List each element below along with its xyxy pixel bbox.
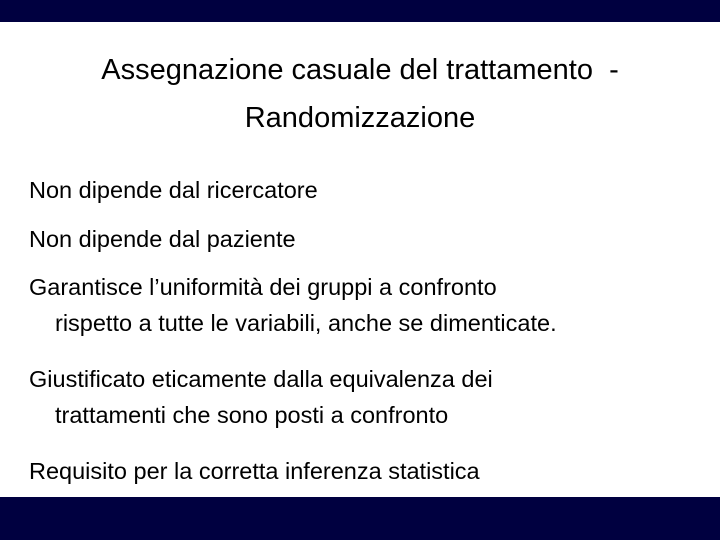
bullet-item	[29, 269, 557, 341]
top-band	[0, 0, 720, 22]
slide-title	[0, 46, 720, 142]
slide-title-line-1: Assegnazione casuale del trattamento -	[101, 54, 619, 86]
bullet-text: Giustificato eticamente dalla equivalenza dei	[29, 366, 493, 392]
bullet-text: Requisito per la corretta inferenza statistica	[29, 458, 480, 484]
bullet-item	[29, 221, 296, 257]
bullet-text: Garantisce l’uniformità dei gruppi a confronto	[29, 274, 497, 300]
bullet-item	[29, 361, 493, 433]
bullet-text: Non dipende dal paziente	[29, 226, 296, 252]
bullet-item	[29, 172, 318, 208]
bullet-text: Non dipende dal ricercatore	[29, 177, 318, 203]
slide-title-line-2: Randomizzazione	[244, 102, 476, 134]
bullet-item	[29, 453, 480, 489]
bottom-band	[0, 497, 720, 540]
bullet-text-continuation: trattamenti che sono posti a confronto	[55, 402, 449, 428]
bullet-text-continuation: rispetto a tutte le variabili, anche se dimenticate.	[55, 310, 557, 336]
